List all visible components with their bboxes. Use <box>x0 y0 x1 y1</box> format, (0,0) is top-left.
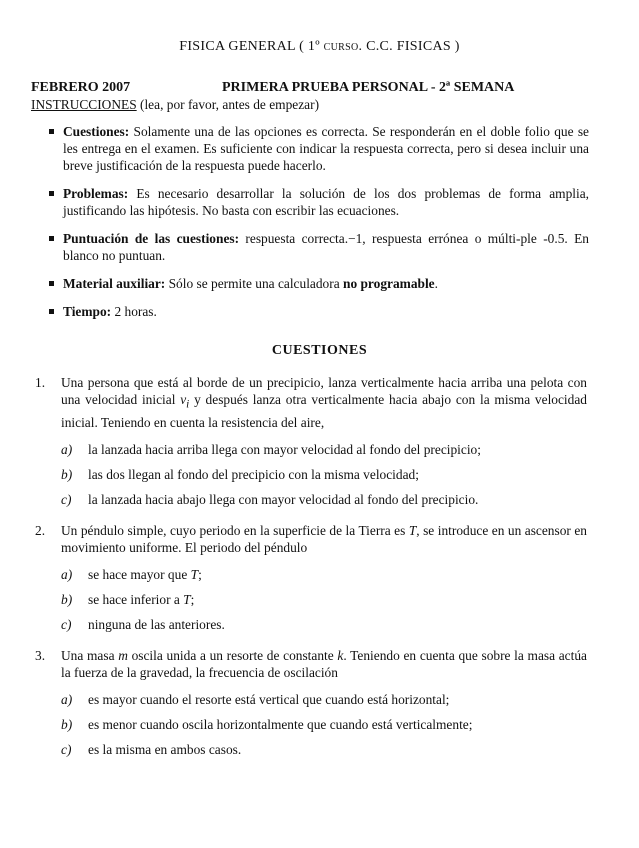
question-number: 3. <box>35 647 46 663</box>
instruction-text: Solamente una de las opciones es correcta. Se responderán en el doble folio que se les entrega en el examen. Es suficiente con indicar la respuesta correcta, pero si desea incluir una breve justificación de la respuesta puede hacerlo. <box>63 124 589 173</box>
variable: T <box>183 591 191 607</box>
option-label: c) <box>61 491 72 507</box>
option-c <box>61 741 587 758</box>
bullet-icon <box>49 129 54 134</box>
instruction-text: 2 horas. <box>111 304 157 319</box>
option-text: la lanzada hacia abajo llega con mayor velocidad al fondo del precipicio. <box>88 491 479 507</box>
options-list <box>61 566 587 633</box>
question-1 <box>31 374 587 508</box>
stem-text: Un péndulo simple, cuyo periodo en la superficie de la Tierra es <box>61 522 409 538</box>
variable-subscript: i <box>186 398 190 411</box>
instruction-label: Tiempo: <box>63 304 112 319</box>
variable: T <box>408 522 417 538</box>
instruction-label: Cuestiones: <box>63 124 130 139</box>
option-c <box>61 491 587 508</box>
instruction-text: Es necesario desarrollar la solución de los dos problemas de forma amplia, justificando las hipótesis. No basta con escribir las ecuaciones. <box>63 186 589 218</box>
option-a <box>61 691 587 708</box>
question-stem <box>61 374 587 431</box>
option-label: b) <box>61 466 73 482</box>
stem-text: Una masa <box>61 647 119 663</box>
option-a <box>61 441 587 458</box>
page-title: FISICA GENERAL ( 1º curso. C.C. FISICAS ) <box>179 39 460 54</box>
instruction-end: . <box>434 276 438 291</box>
variable: m <box>118 647 128 663</box>
stem-text: y después lanza otra verticalmente hacia abajo con la misma velocidad inicial. Teniendo en cuenta la resistencia del aire, <box>61 392 587 430</box>
instructions-note: (lea, por favor, antes de empezar) <box>136 97 320 112</box>
options-list <box>61 441 587 508</box>
instruction-text: respuesta correcta.−1, respuesta errónea o múlti-ple -0.5. En blanco no puntuan. <box>63 231 589 263</box>
option-text: es mayor cuando el resorte está vertical que cuando está horizontal; <box>88 691 450 707</box>
option-text: ninguna de las anteriores. <box>88 616 225 632</box>
options-list <box>61 691 587 758</box>
question-number: 1. <box>35 375 46 390</box>
instruction-label: Problemas: <box>63 186 129 201</box>
option-text: la lanzada hacia arriba llega con mayor velocidad al fondo del precipicio; <box>88 441 481 457</box>
option-text: es menor cuando oscila horizontalmente que cuando está verticalmente; <box>88 716 473 732</box>
option-c <box>61 616 587 633</box>
option-label: c) <box>61 616 72 632</box>
question-stem <box>61 522 587 556</box>
question-3 <box>31 647 587 758</box>
bullet-icon <box>49 281 54 286</box>
option-label: b) <box>61 716 73 732</box>
option-text: es la misma en ambos casos. <box>88 741 242 757</box>
variable: T <box>190 566 199 582</box>
option-text-end: ; <box>198 566 202 582</box>
option-text: se hace mayor que <box>88 566 191 582</box>
instructions-list <box>49 123 589 331</box>
variable: k <box>337 647 344 663</box>
instruction-item-puntuacion <box>49 230 589 264</box>
stem-text: oscila unida a un resorte de constante <box>127 647 338 663</box>
question-number: 2. <box>35 522 46 538</box>
section-title: CUESTIONES <box>271 343 368 358</box>
stem-text: , se introduce en un ascensor en movimiento uniforme. El periodo del péndulo <box>61 522 587 555</box>
bullet-icon <box>49 191 54 196</box>
option-label: a) <box>61 691 73 707</box>
instructions-header <box>31 96 319 113</box>
instruction-text: Sólo se permite una calculadora <box>165 276 343 291</box>
option-label: a) <box>61 441 73 457</box>
instruction-item-cuestiones <box>49 123 589 174</box>
option-a <box>61 566 587 583</box>
stem-text: Una persona que está al borde de un precipicio, lanza verticalmente hacia arriba una pelota con una velocidad inicial <box>61 375 587 407</box>
instruction-item-material <box>49 275 589 292</box>
exam-name: PRIMERA PRUEBA PERSONAL - 2ª SEMANA <box>222 80 515 95</box>
question-stem <box>61 647 587 681</box>
question-2 <box>31 522 587 633</box>
instruction-item-problemas <box>49 185 589 219</box>
option-label: c) <box>61 741 72 757</box>
instruction-item-tiempo <box>49 303 589 320</box>
questions-list <box>31 374 587 772</box>
instruction-label: Puntuación de las cuestiones: <box>63 231 240 246</box>
option-text-end: ; <box>190 591 195 607</box>
instructions-heading: INSTRUCCIONES <box>31 97 137 112</box>
option-b <box>61 591 587 608</box>
bullet-icon <box>49 309 54 314</box>
option-b <box>61 466 587 483</box>
exam-date: FEBRERO 2007 <box>31 80 131 95</box>
instruction-label: Material auxiliar: <box>63 276 166 291</box>
instruction-emphasis: no programable <box>343 276 435 291</box>
option-text: se hace inferior a <box>88 591 184 607</box>
option-b <box>61 716 587 733</box>
option-label: b) <box>61 591 73 607</box>
option-label: a) <box>61 566 73 582</box>
bullet-icon <box>49 236 54 241</box>
option-text: las dos llegan al fondo del precipicio con la misma velocidad; <box>88 466 419 482</box>
stem-text: . Teniendo en cuenta que sobre la masa actúa la fuerza de la gravedad, la frecuencia de oscilación <box>61 647 587 680</box>
variable: v <box>180 392 187 407</box>
